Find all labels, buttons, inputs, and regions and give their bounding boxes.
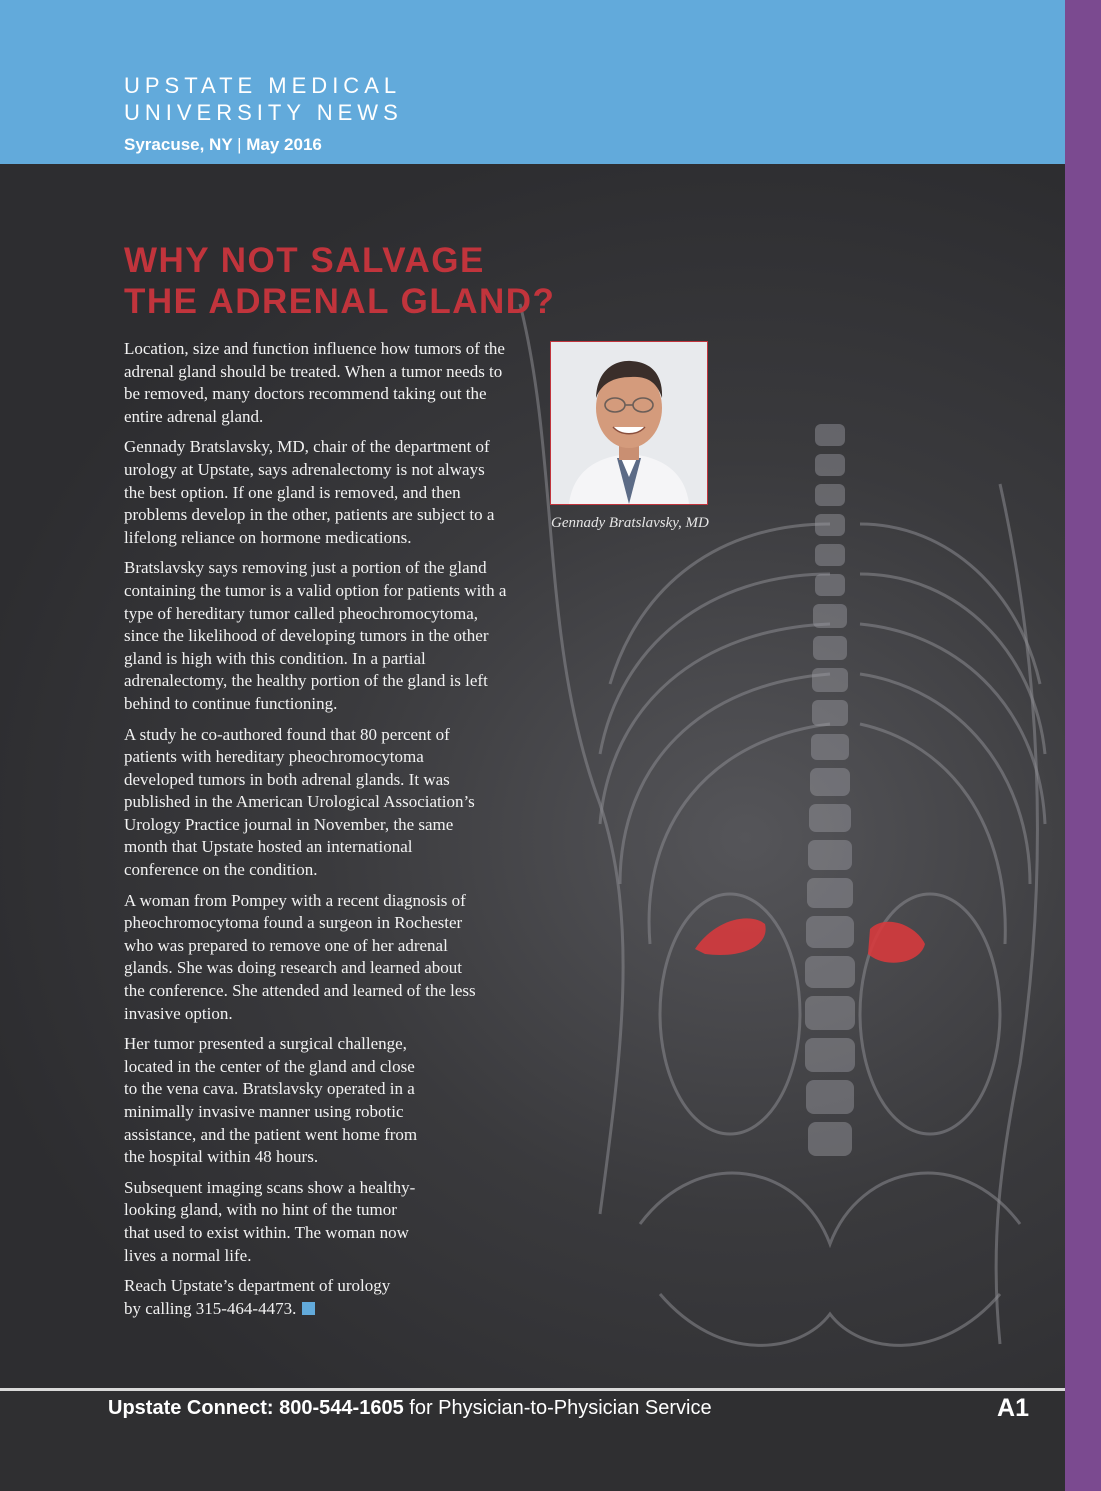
footer-phone: 800-544-1605 — [279, 1397, 404, 1419]
dateline-separator: | — [237, 135, 242, 154]
end-mark-icon — [302, 1302, 315, 1315]
footer-divider — [0, 1388, 1065, 1391]
headline — [124, 240, 555, 322]
article-paragraph: Bratslavsky says removing just a portion of the gland containing the tumor is a valid option for patients with a type of hereditary tumor called pheochromocytoma, since the likelihood of developing tumors in the other gland is high with this condition. In a partial adrenalectomy, the healthy portion of the gland is left behind to continue functioning. — [124, 558, 507, 713]
side-color-bar — [1065, 0, 1101, 1491]
headline-line-2: THE ADRENAL GLAND? — [124, 282, 556, 321]
article-paragraph: Gennady Bratslavsky, MD, chair of the department of urology at Upstate, says adrenalectomy is not always the best option. If one gland is removed, and then problems develop in the other, patients are subject to a lifelong reliance on hormone medications. — [124, 437, 495, 547]
footer-service: for Physician-to-Physician Service — [409, 1397, 712, 1419]
footer-line — [108, 1397, 712, 1420]
header-band — [0, 0, 1065, 164]
article-paragraph: A woman from Pompey with a recent diagnosis of pheochromocytoma found a surgeon in Rochester who was prepared to remove one of her adrenal glands. She was doing research and learned about the conference. She attended and learned of the less invasive option. — [124, 890, 476, 1023]
dateline-location: Syracuse, NY — [124, 135, 233, 154]
article-closing-text: Reach Upstate’s department of urology by calling 315-464-4473. — [124, 1276, 391, 1318]
footer-label: Upstate Connect: — [108, 1397, 274, 1419]
masthead-line-1: UPSTATE MEDICAL — [124, 73, 402, 98]
headline-line-1: WHY NOT SALVAGE — [124, 241, 485, 280]
article-paragraph: Location, size and function influence how tumors of the adrenal gland should be treated. When a tumor needs to be removed, many doctors recommend taking out the entire adrenal gland. — [124, 339, 505, 426]
masthead-line-2: UNIVERSITY NEWS — [124, 100, 403, 125]
portrait-photo — [551, 342, 707, 504]
article-body — [124, 338, 519, 1328]
article-paragraph: Her tumor presented a surgical challenge, located in the center of the gland and close to the vena cava. Bratslavsky operated in a minimally invasive manner using robotic assistance, and the patient went home from the hospital within 48 hours. — [124, 1034, 418, 1167]
masthead — [124, 72, 403, 126]
photo-caption: Gennady Bratslavsky, MD — [551, 515, 709, 531]
dateline — [124, 135, 322, 155]
dateline-date: May 2016 — [246, 135, 322, 154]
article-paragraph: Subsequent imaging scans show a healthy-looking gland, with no hint of the tumor that used to exist within. The woman now lives a normal life. — [124, 1177, 416, 1265]
page-number: A1 — [997, 1394, 1029, 1422]
author-portrait — [550, 341, 708, 505]
article-paragraph: A study he co-authored found that 80 percent of patients with hereditary pheochromocytoma developed tumors in both adrenal glands. It was published in the American Urological Association’s Urology Practice journal in November, the same month that Upstate hosted an international conference on the condition. — [124, 724, 475, 880]
article-closing-paragraph — [124, 1275, 409, 1320]
